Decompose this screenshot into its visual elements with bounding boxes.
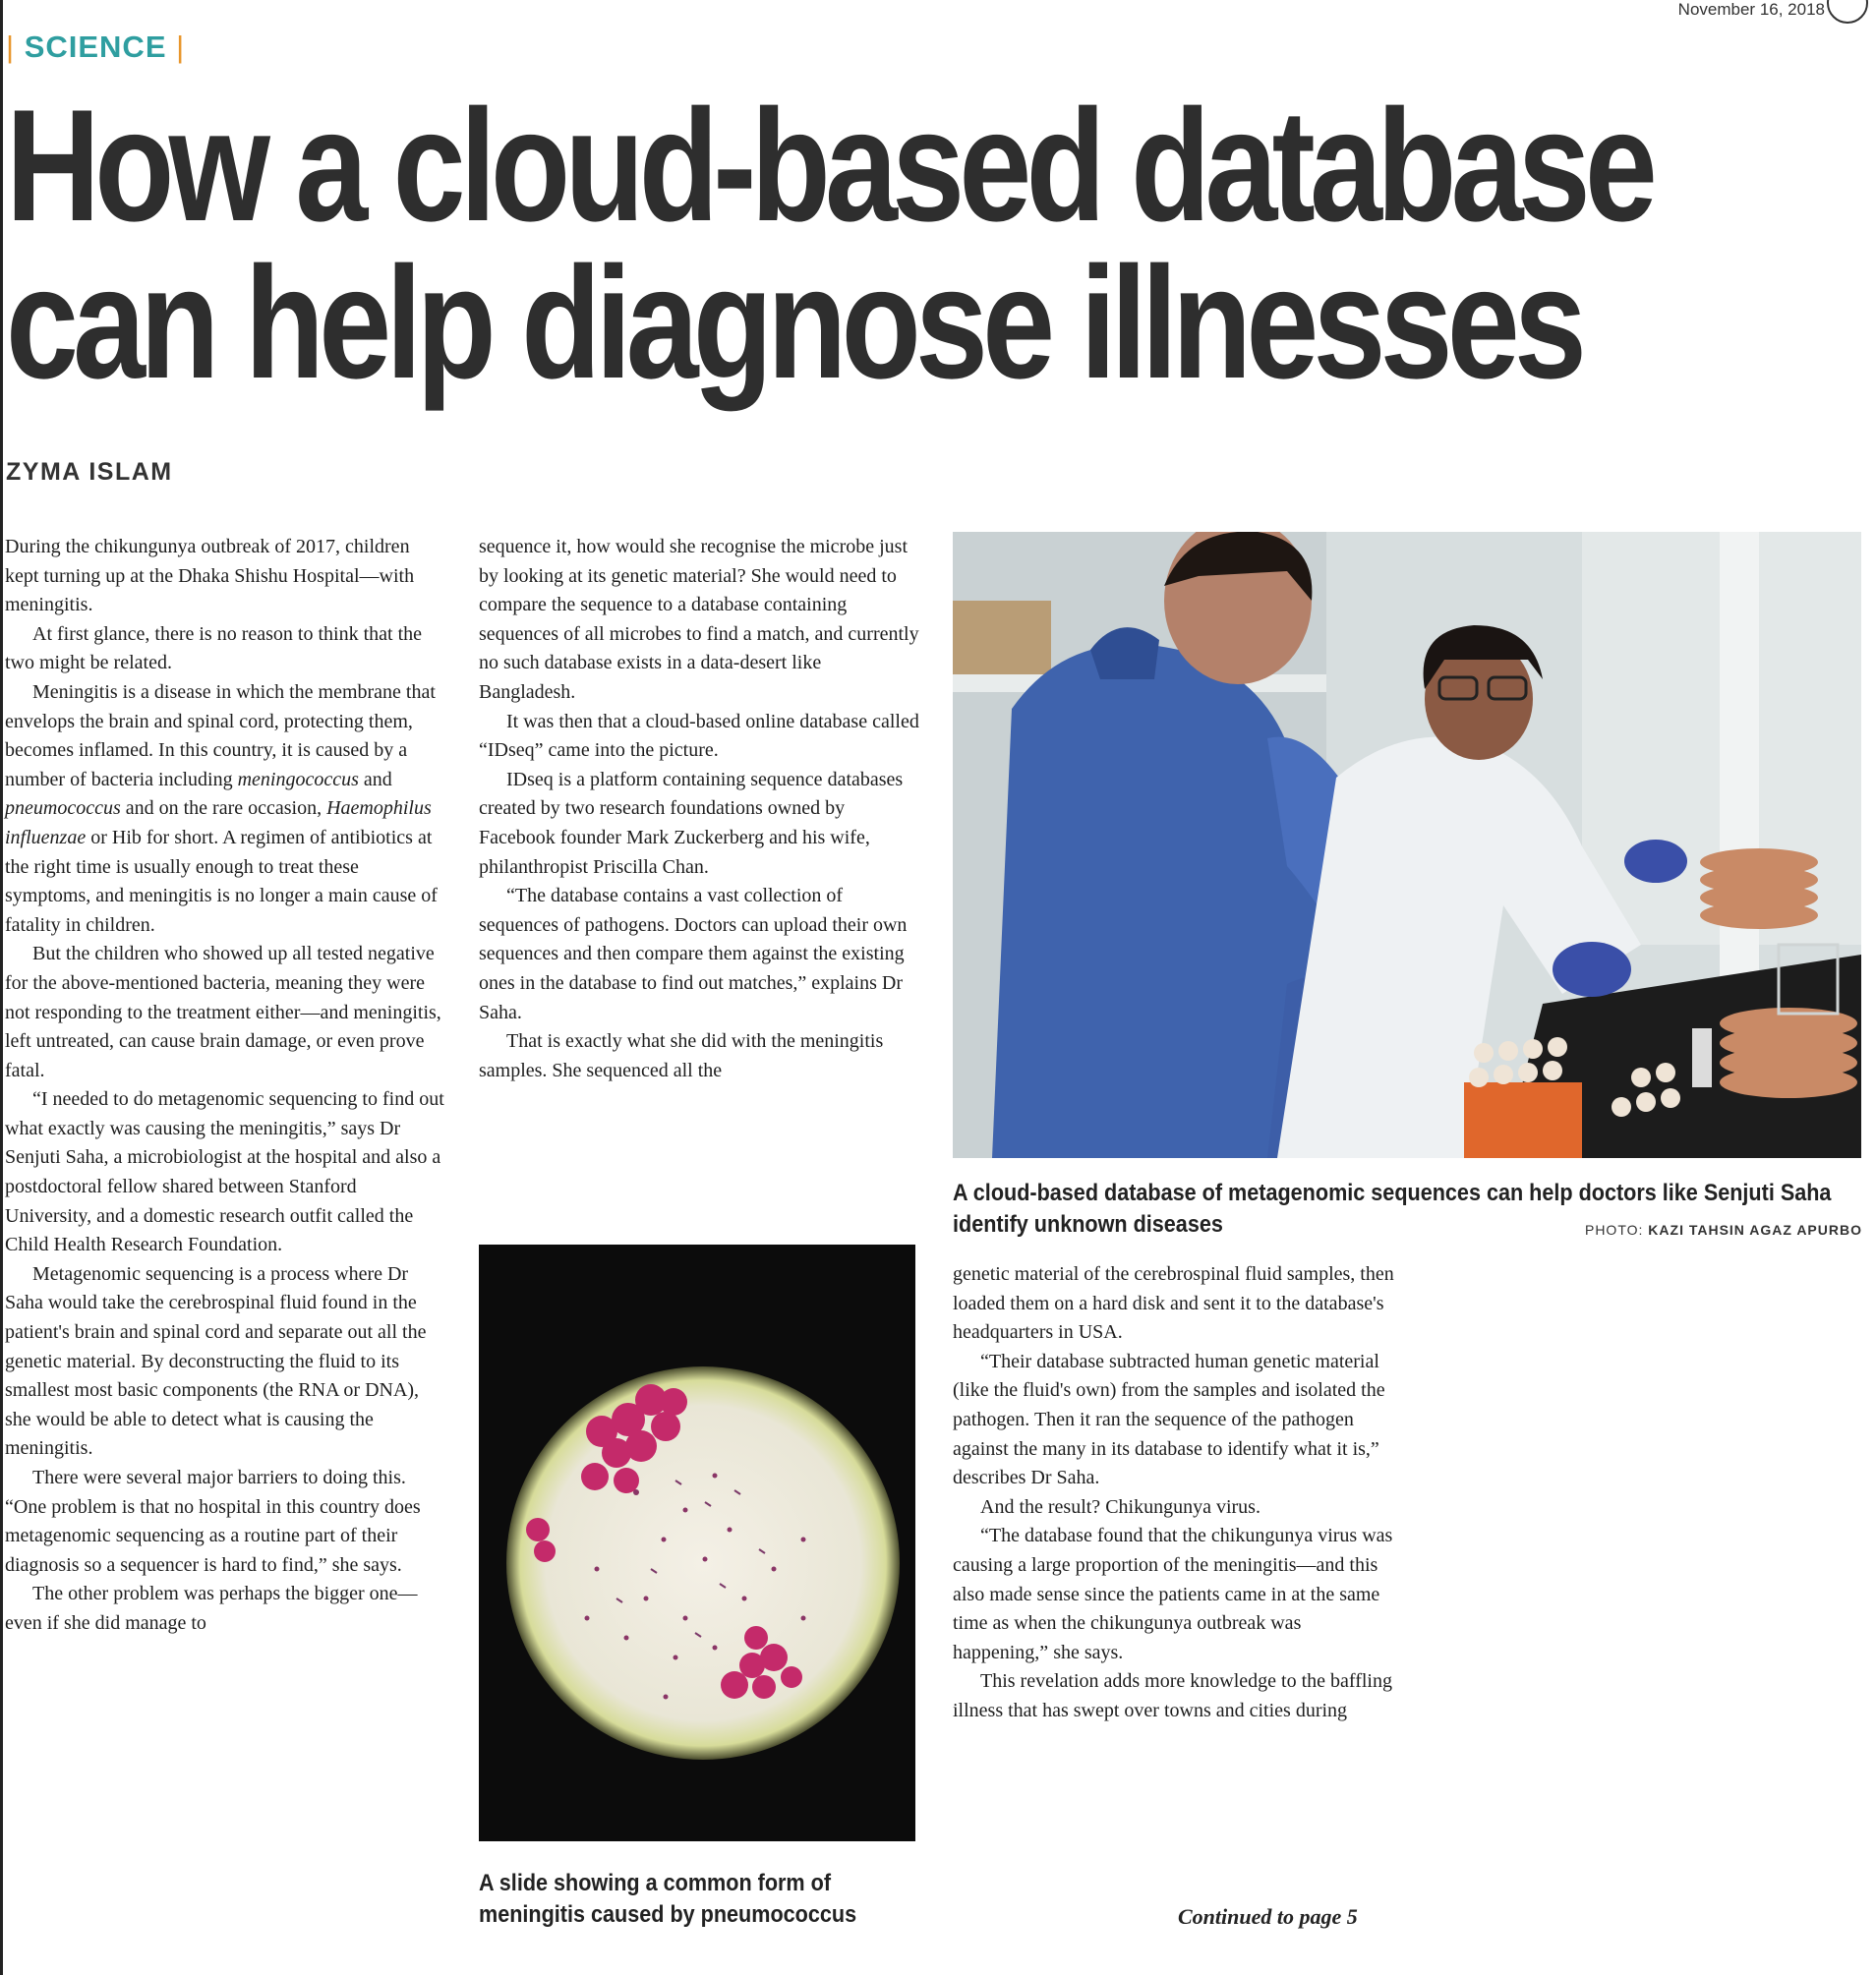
bacteria-name: meningococcus xyxy=(237,768,359,790)
lab-photo-caption: A cloud-based database of metagenomic sequences can help doctors like Senjuti Saha identify unknown diseases xyxy=(953,1180,1832,1239)
section-bar-right: | xyxy=(176,29,186,64)
paragraph: At first glance, there is no reason to think that the two might be related. xyxy=(5,622,423,674)
paragraph: This revelation adds more knowledge to the baffling illness that has swept over towns and cities during xyxy=(953,1670,1392,1721)
paragraph: “The database contains a vast collection of sequences of pathogens. Doctors can upload their own sequences and then compare them against the existing ones in the database to find out matches,” explains Dr Saha. xyxy=(479,885,908,1023)
bacteria-name: Haemophilus influenzae xyxy=(5,797,432,848)
headline-line-1: How a cloud-based database xyxy=(6,77,1653,255)
lab-photo-illustration xyxy=(953,532,1861,1158)
paragraph: But the children who showed up all tested negative for the above-mentioned bacteria, meaning they were not responding to the treatment either—and meningitis, left untreated, can cause brain damage, or even prove fatal. xyxy=(5,943,441,1081)
article-headline xyxy=(6,77,1653,412)
text-run: or Hib for short. A regimen of antibiotics at the right time is usually enough to treat these symptoms, and meningitis is no longer a main cause of fatality in children. xyxy=(5,826,438,936)
paragraph: “The database found that the chikungunya virus was causing a large proportion of the meningitis—and this also made sense since the patients came in at the same time as when the chikungunya outbreak was happening,” she says. xyxy=(953,1525,1393,1663)
slide-illustration xyxy=(479,1245,915,1841)
article-column-3 xyxy=(953,1260,1395,1726)
article-column-2 xyxy=(479,533,921,1085)
paragraph: That is exactly what she did with the meningitis samples. She sequenced all the xyxy=(479,1030,884,1081)
section-bar-left: | xyxy=(6,29,16,64)
paragraph: “I needed to do metagenomic sequencing to find out what exactly was causing the meningitis,” says Dr Senjuti Saha, a microbiologist at the hospital and also a postdoctoral fellow shared between Stanford University, and a domestic research outfit called the Child Health Research Foundation. xyxy=(5,1088,444,1256)
page-number-circle xyxy=(1827,0,1868,24)
paragraph: There were several major barriers to doing this. “One problem is that no hospital in this country does metagenomic sequencing as a routine part of their diagnosis so a sequencer is hard to find,” she says. xyxy=(5,1467,421,1576)
paragraph: genetic material of the cerebrospinal fluid samples, then loaded them on a hard disk and sent it to the database's headquarters in USA. xyxy=(953,1263,1394,1344)
paragraph: Metagenomic sequencing is a process where Dr Saha would take the cerebrospinal fluid found in the patient's brain and spinal cord and separate out all the genetic material. By deconstructing the fluid to its smallest most basic components (the RNA or DNA), she would be able to detect what is causing the meningitis. xyxy=(5,1262,427,1460)
text-run: and on the rare occasion, xyxy=(120,797,327,820)
lab-photo xyxy=(953,532,1861,1158)
paragraph: The other problem was perhaps the bigger one—even if she did manage to xyxy=(5,1583,418,1634)
slide-photo-caption: A slide showing a common form of meningitis caused by pneumococcus xyxy=(479,1870,857,1929)
paragraph: It was then that a cloud-based online database called “IDseq” came into the picture. xyxy=(479,710,919,762)
headline-line-2: can help diagnose illnesses xyxy=(6,234,1582,412)
paragraph: During the chikungunya outbreak of 2017, children kept turning up at the Dhaka Shishu Hospital—with meningitis. xyxy=(5,536,415,616)
photo-credit xyxy=(1585,1222,1862,1238)
issue-date: November 16, 2018 xyxy=(1677,0,1825,19)
section-name: SCIENCE xyxy=(24,29,167,64)
paragraph xyxy=(5,678,447,940)
text-run: Meningitis is a disease in which the membrane that envelops the brain and spinal cord, protecting them, becomes inflamed. In this country, it is caused by a number of bacteria including xyxy=(5,680,436,790)
bacteria-name: pneumococcus xyxy=(5,797,121,820)
microscope-slide-photo xyxy=(479,1245,915,1841)
photo-credit-prefix: PHOTO: xyxy=(1584,1222,1649,1238)
photographer-name: KAZI TAHSIN AGAZ APURBO xyxy=(1648,1222,1862,1238)
paragraph: IDseq is a platform containing sequence databases created by two research foundations owned by Facebook founder Mark Zuckerberg and his wife, philanthropist Priscilla Chan. xyxy=(479,768,904,878)
paragraph: “Their database subtracted human genetic material (like the fluid's own) from the samples and isolated the pathogen. Then it ran the sequence of the pathogen against the many in its database to identify what it is,” describes Dr Saha. xyxy=(953,1350,1385,1489)
byline: ZYMA ISLAM xyxy=(6,458,173,486)
section-label xyxy=(6,29,185,65)
paragraph: And the result? Chikungunya virus. xyxy=(980,1495,1260,1518)
left-page-rule xyxy=(0,0,3,1975)
paragraph: sequence it, how would she recognise the microbe just by looking at its genetic material? She would need to compare the sequence to a database containing sequences of all microbes to find a match, and currently no such database exists in a data-desert like Bangladesh. xyxy=(479,536,919,703)
article-column-1 xyxy=(5,533,447,1639)
text-run: and xyxy=(358,768,392,790)
continued-link[interactable]: Continued to page 5 xyxy=(1178,1904,1358,1929)
